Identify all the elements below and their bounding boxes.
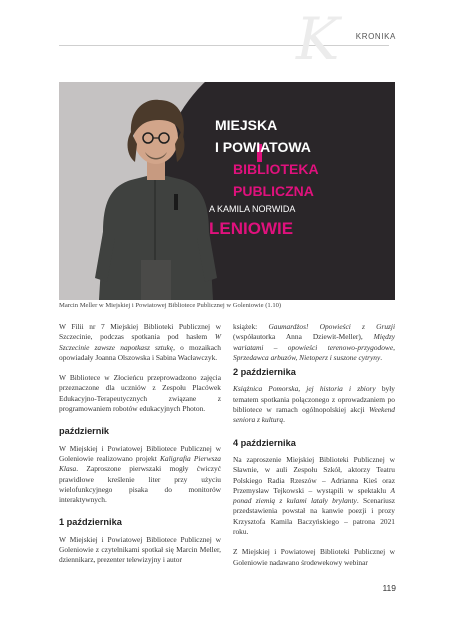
paragraph: W Miejskiej i Powiatowej Bibliotece Publicznej w Goleniowie z czytelnikami spotkał się Marcin Meller, dziennikarz, prezenter telewizyjny i autor — [59, 534, 221, 565]
sign-line-6: LENIOWIE — [209, 219, 294, 238]
paragraph: Książnica Pomorska, jej historia i zbiory były tematem spotkania połączonego z oprowadzaniem po bibliotece w ramach ogólnopolskiej akcji Weekend seniora z kulturą. — [233, 384, 395, 425]
section-label: KRONIKA — [355, 32, 396, 41]
paragraph: Na zaproszenie Miejskiej Biblioteki Publicznej w Sławnie, w auli Zespołu Szkół, aktorzy Teatru Polskiego Radia Rzeszów – Adrianna Kieś oraz Przemysław Tejkowski – wystąpili w spektaklu A ponad ziemią z kulami latały brylanty. Scenariusz przedstawienia powstał na kanwie poezji i prozy Krzysztofa Kamila Baczyńskiego – patrona 2021 roku. — [233, 454, 395, 537]
sign-line-4: PUBLICZNA — [233, 183, 314, 199]
sign-line-1: MIEJSKA — [215, 117, 278, 133]
left-column — [59, 322, 221, 566]
paragraph: W Miejskiej i Powiatowej Bibliotece Publicznej w Goleniowie realizowano projekt Kaligrafia Pierwsza Klasa. Zaproszone pierwszaki mogły ćwiczyć prawidłowe kreślenie liter przy użyciu wielofunkcyjnego pisaka do monitorów interaktywnych. — [59, 443, 221, 505]
sign-line-5: A KAMILA NORWIDA — [209, 204, 296, 214]
photo-caption: Marcin Meller w Miejskiej i Powiatowej Bibliotece Publicznej w Goleniowie (1.10) — [59, 302, 282, 309]
paragraph: W Filii nr 7 Miejskiej Biblioteki Publicznej w Szczecinie, podczas spotkania pod hasłem W Szczecinie zawsze napotkasz sztukę, o mozaikach opowiadały Joanna Olszowska i Sabina Wacławczyk. — [59, 322, 221, 362]
paragraph: książek: Gaumardżos! Opowieści z Gruzji (współautorka Anna Dziewit-Meller), Między wariatami – opowieści terenowo-przygodowe, Sprzedawca arbuzów, Nietoperz i suszone cytryny. — [233, 322, 396, 362]
photo-illustration — [59, 82, 395, 300]
right-column — [233, 322, 395, 568]
sign-line-3: BIBLIOTEKA — [233, 161, 319, 177]
date-heading: październik — [59, 426, 110, 437]
sign-line-2: I POWIATOWA — [215, 139, 311, 155]
paragraph: Z Miejskiej i Powiatowej Biblioteki Publicznej w Goleniowie nadawano środewekowy webinar — [233, 547, 395, 567]
date-heading: 4 października — [233, 437, 296, 448]
page-number: 119 — [382, 583, 396, 593]
section-monogram: K — [296, 5, 340, 73]
article-photo — [59, 82, 395, 300]
date-heading: 2 października — [233, 367, 296, 378]
date-heading: 1 października — [59, 517, 122, 528]
header-rule — [59, 45, 389, 46]
paragraph: W Bibliotece w Złocieńcu przeprowadzono zajęcia przeznaczone dla uczniów z Zespołu Placówek Edukacyjno-Terapeutycznych związane z programowaniem robotów edukacyjnych Photon. — [59, 373, 221, 414]
